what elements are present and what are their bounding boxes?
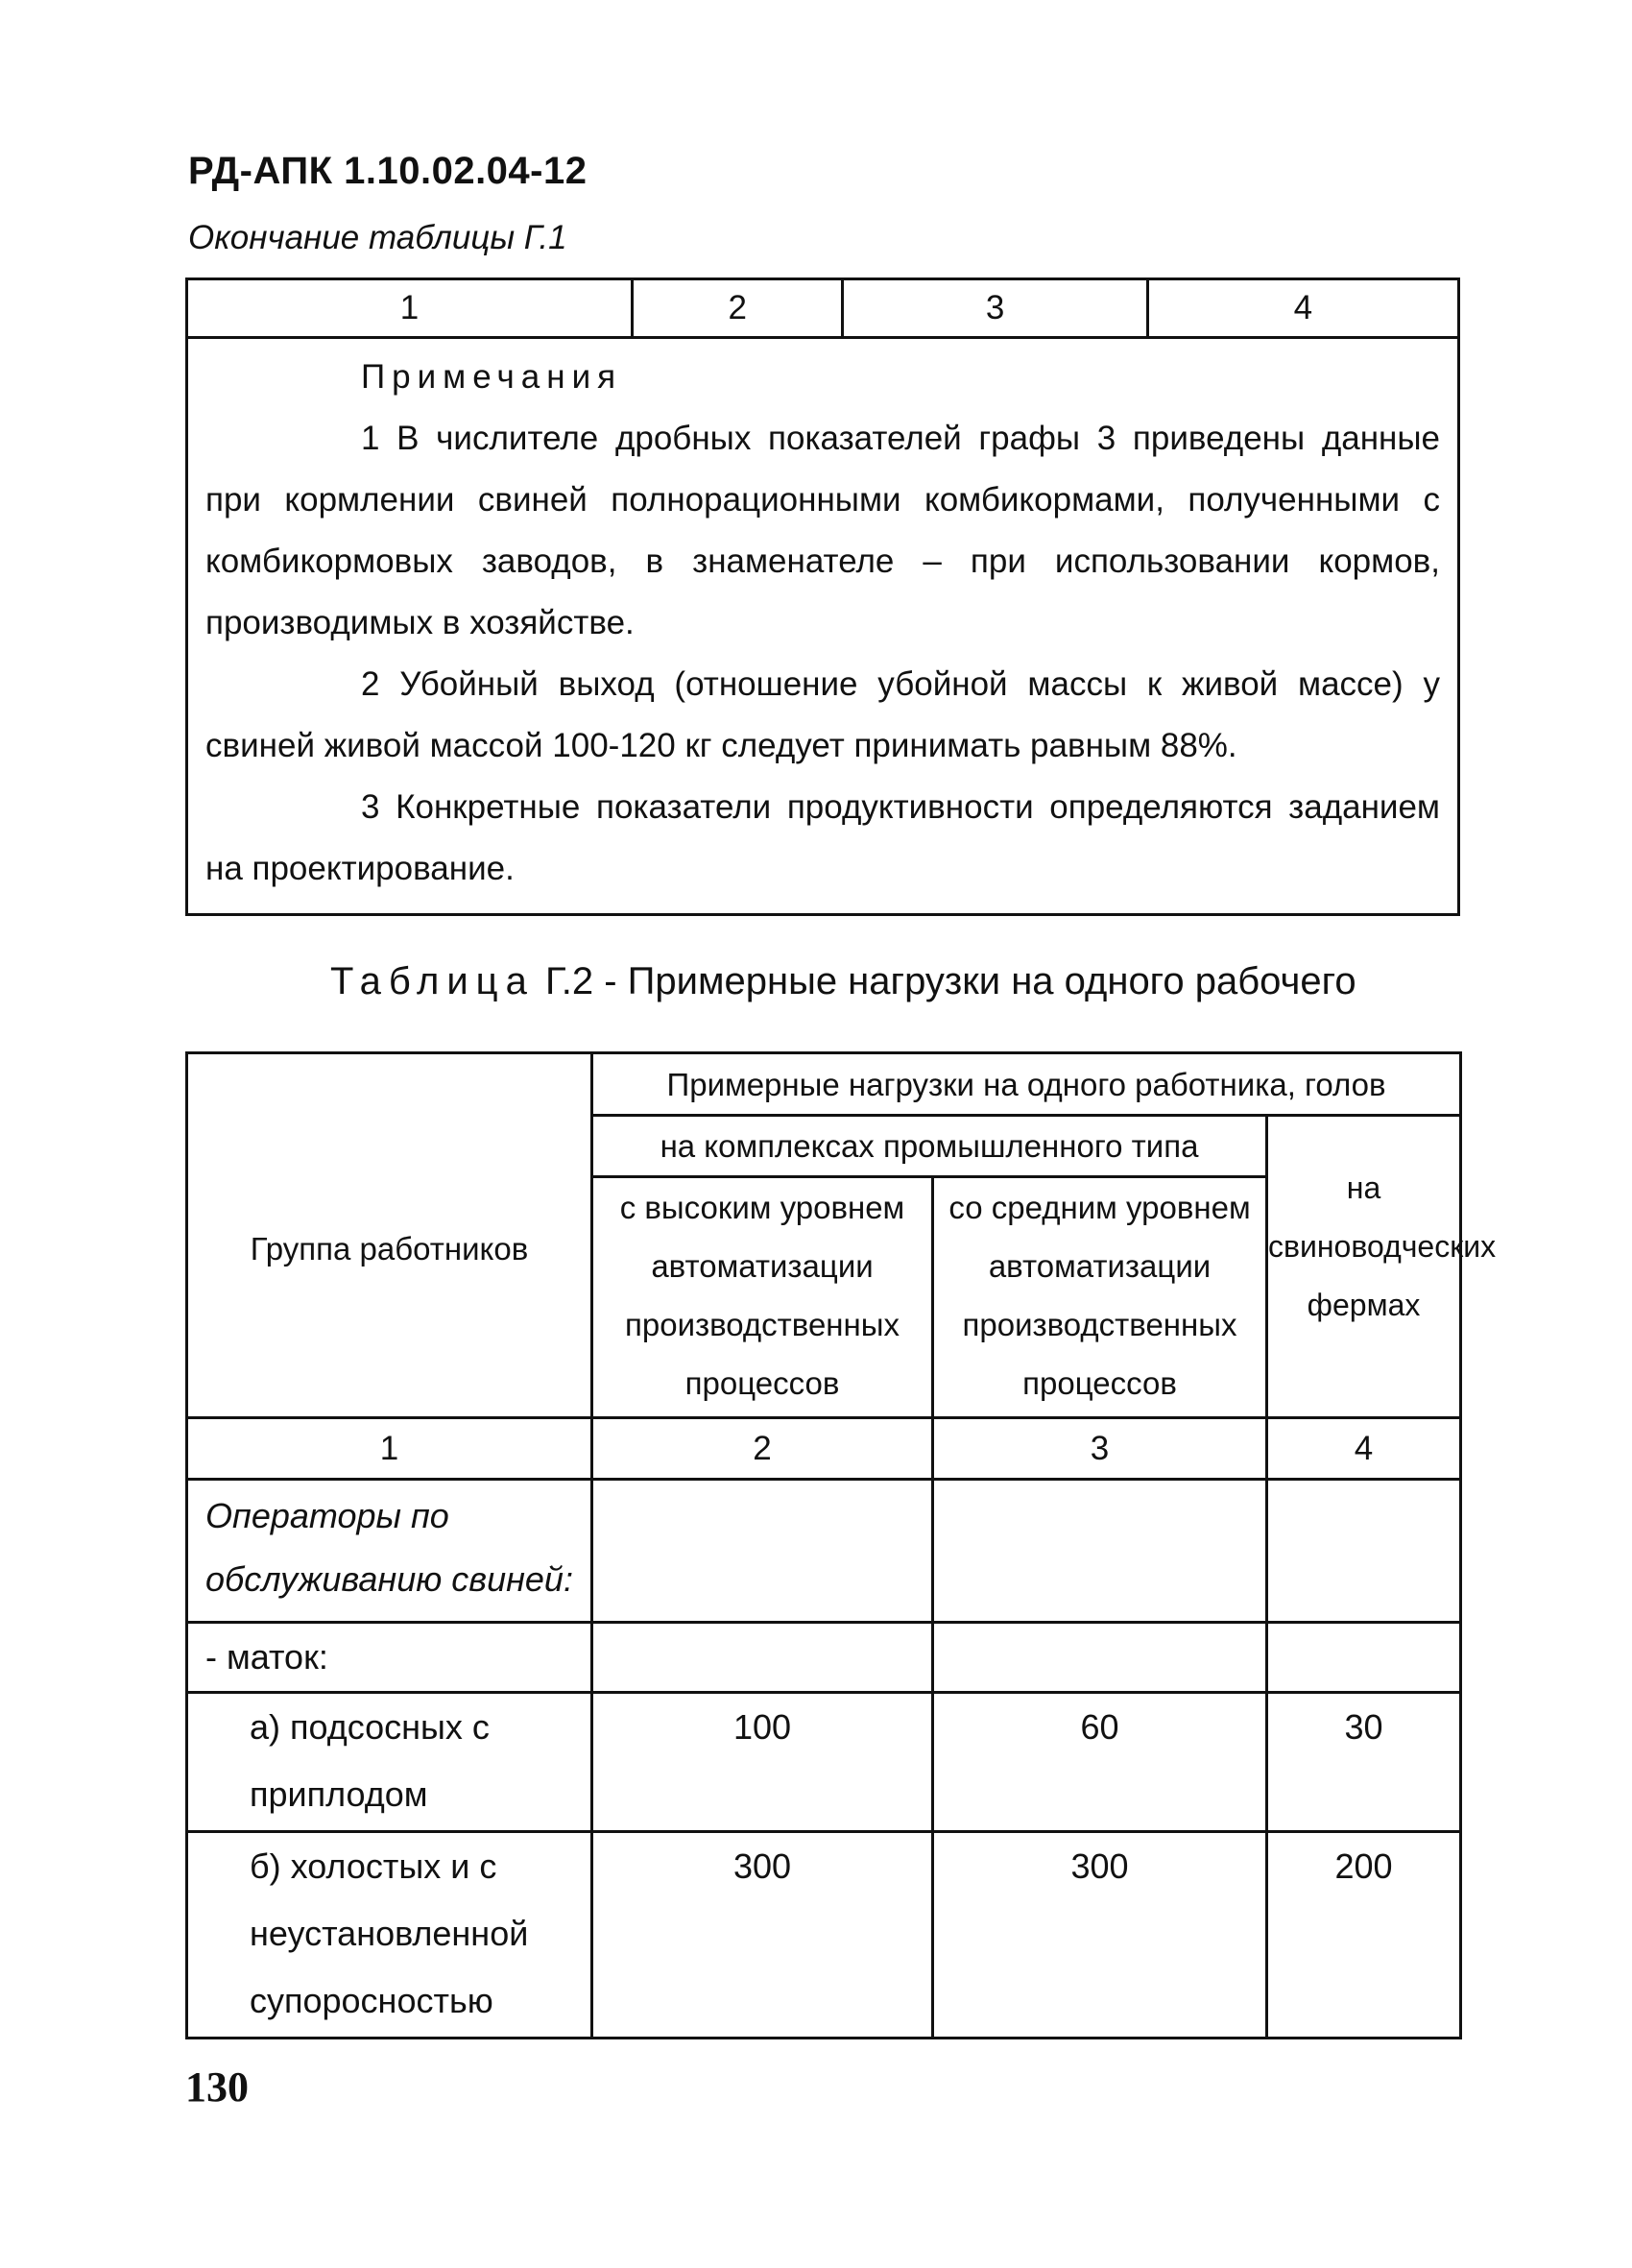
table-g2-title: Г.2 - Примерные нагрузки на одного рабочего [534,960,1356,1002]
note-2: 2 Убойный выход (отношение убойной массы к живой массе) у свиней живой массой 100-120 кг следует принимать равным 88%. [205,665,1440,764]
column-number: 3 [843,279,1147,338]
industrial-complexes-header: на комплексах промышленного типа [592,1116,1267,1177]
empty-cell [1267,1623,1461,1693]
table-row [187,1623,1461,1693]
subgroup-label: - маток: [187,1623,592,1693]
row-label: а) подсосных с приплодом [187,1693,592,1832]
table-row [187,1480,1461,1623]
column-number-row [187,279,1459,338]
table-g2-caption [330,960,1356,1003]
loads-header: Примерные нагрузки на одного работника, голов [592,1053,1461,1116]
empty-cell [592,1623,933,1693]
medium-automation-value: 300 [933,1832,1267,2039]
empty-cell [933,1623,1267,1693]
column-number: 2 [632,279,843,338]
column-number: 1 [187,279,633,338]
column-number-row [187,1418,1461,1480]
empty-cell [592,1480,933,1623]
notes-row [187,338,1459,915]
column-number: 3 [933,1418,1267,1480]
note-3: 3 Конкретные показатели продуктивности определяются заданием на проектирование. [205,788,1440,887]
column-number: 4 [1267,1418,1461,1480]
row-label: б) холостых и с неустановленной супоросностью [187,1832,592,2039]
farm-value: 30 [1267,1693,1461,1832]
column-number: 4 [1147,279,1458,338]
column-number: 1 [187,1418,592,1480]
page-number: 130 [185,2063,249,2111]
header-row-1 [187,1053,1461,1116]
table-word: Таблица [330,960,535,1002]
medium-automation-value: 60 [933,1693,1267,1832]
high-automation-header: с высоким уровнем автоматизации производственных процессов [592,1177,933,1418]
notes-title: Примечания [361,358,623,396]
empty-cell [1267,1480,1461,1623]
notes-cell [187,338,1459,915]
table-row [187,1693,1461,1832]
farm-value: 200 [1267,1832,1461,2039]
high-automation-value: 100 [592,1693,933,1832]
table-g1-end [185,277,1460,916]
high-automation-value: 300 [592,1832,933,2039]
table-row [187,1832,1461,2039]
column-number: 2 [592,1418,933,1480]
note-1: 1 В числителе дробных показателей графы 3 приведены данные при кормлении свиней полнорационными комбикормами, полученными с комбикормовых заводов, в знаменателе – при использовании кормов, производимых в хозяйстве. [205,420,1440,641]
document-code: РД-АПК 1.10.02.04-12 [188,150,588,192]
group-column-header: Группа работников [187,1053,592,1418]
medium-automation-header: со средним уровнем автоматизации производственных процессов [933,1177,1267,1418]
table-g2 [185,1051,1497,2039]
worker-group-label: Операторы по обслуживанию свиней: [187,1480,592,1623]
empty-cell [933,1480,1267,1623]
table-continuation-caption: Окончание таблицы Г.1 [188,219,567,256]
farms-header: на свиноводческих фермах [1267,1116,1461,1418]
